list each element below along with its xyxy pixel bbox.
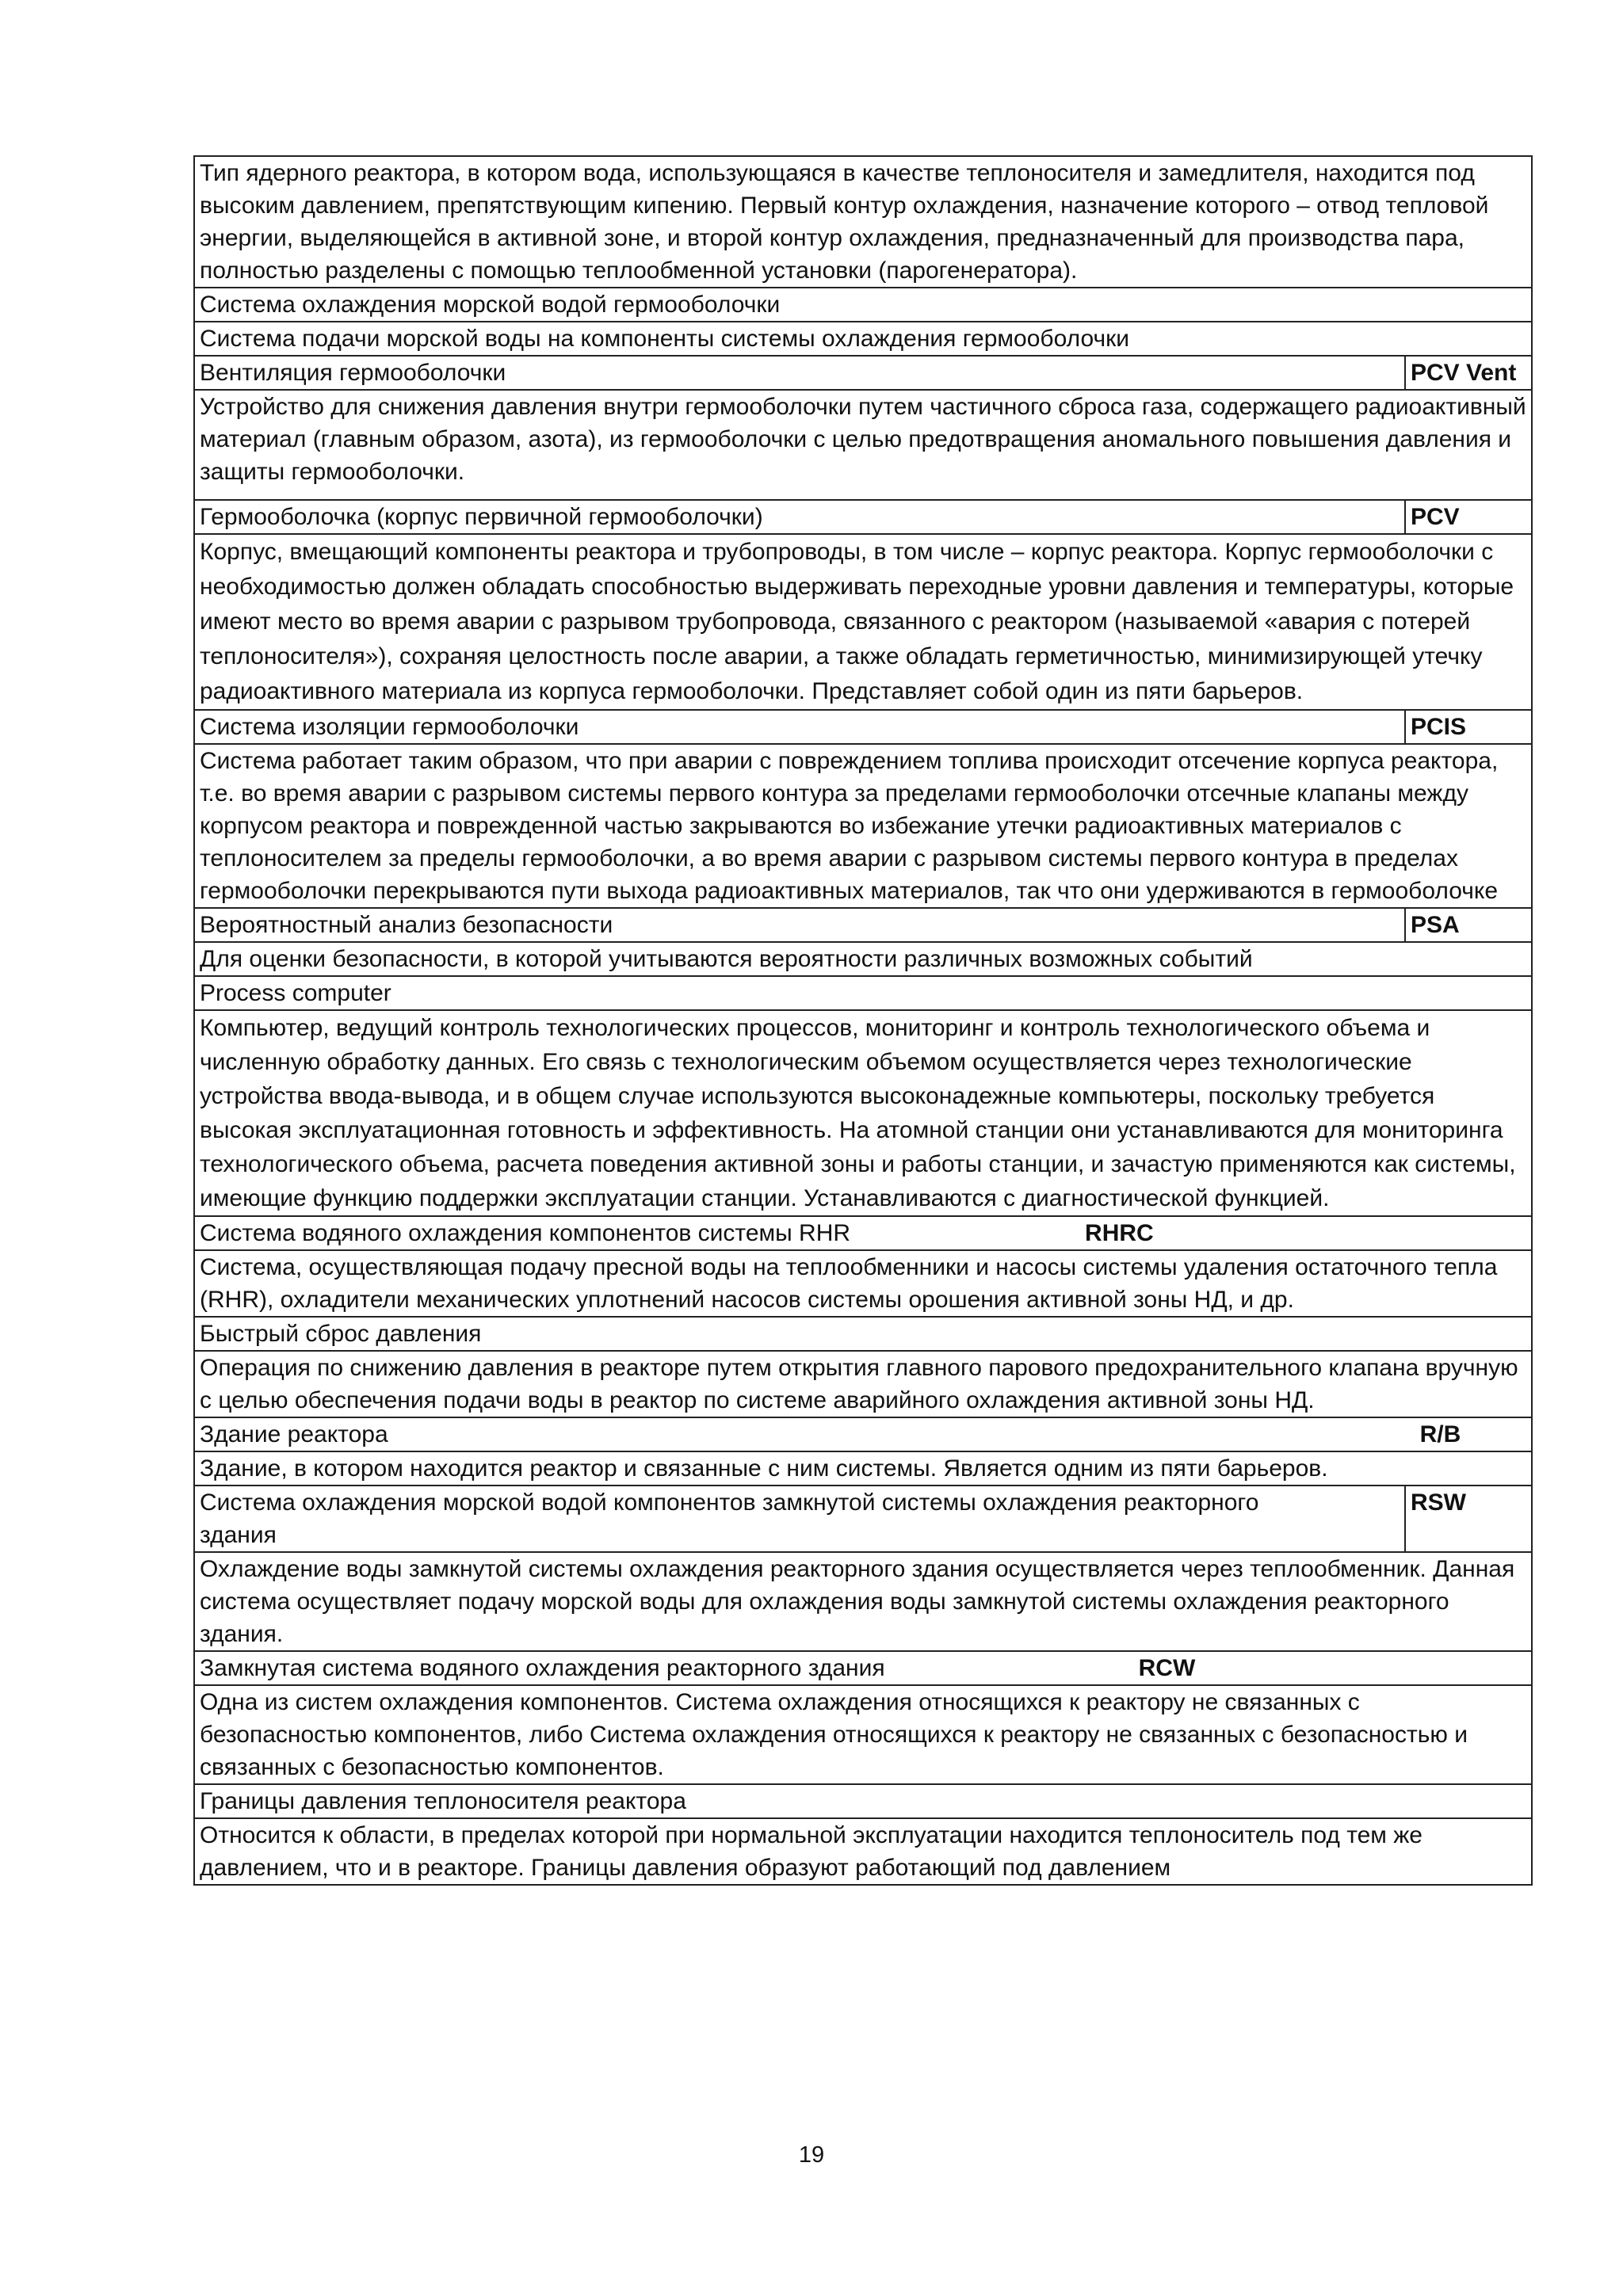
term-row xyxy=(194,976,1532,1010)
term-row xyxy=(194,1486,1532,1552)
term-label: Process computer xyxy=(194,976,1532,1010)
term-row xyxy=(194,908,1532,942)
term-label: Система охлаждения морской водой гермооболочки xyxy=(194,288,1532,322)
definition-text: Относится к области, в пределах которой при нормальной эксплуатации находится теплоноситель под тем же давлением, что и в реакторе. Границы давления образуют работающий под давлением xyxy=(194,1818,1532,1885)
definition-text: Система работает таким образом, что при аварии с повреждением топлива происходит отсечение корпуса реактора, т.е. во время аварии с разрывом системы первого контура за пределами гермооболочки отсечные клапаны между корпусом реактора и поврежденной частью закрываются во избежание утечки радиоактивных материалов с теплоносителем за пределы гермооболочки, а во время аварии с разрывом системы первого контура в пределах гермооболочки перекрываются пути выхода радиоактивных материалов, так что они удерживаются в гермооболочке xyxy=(194,744,1532,908)
term-label: Быстрый сброс давления xyxy=(194,1317,1532,1351)
term-row xyxy=(194,1216,1532,1250)
definition-row xyxy=(194,744,1532,908)
definition-row xyxy=(194,1818,1532,1885)
definition-text: Охлаждение воды замкнутой системы охлаждения реакторного здания осуществляется через теплообменник. Данная система осуществляет подачу морской воды для охлаждения воды замкнутой системы охлаждения реакторного здания. xyxy=(194,1552,1532,1651)
definition-row xyxy=(194,390,1532,500)
definition-text: Компьютер, ведущий контроль технологических процессов, мониторинг и контроль технологического объема и численную обработку данных. Его связь с технологическим объемом осуществляется через технологические устройства ввода-вывода, и в общем случае используются высоконадежные компьютеры, поскольку требуется высокая эксплуатационная готовность и эффективность. На атомной станции они устанавливаются для мониторинга технологического объема, расчета поведения активной зоны и работы станции, и зачастую применяются как системы, имеющие функцию поддержки эксплуатации станции. Устанавливаются с диагностической функцией. xyxy=(194,1010,1532,1216)
definition-text: Одна из систем охлаждения компонентов. Система охлаждения относящихся к реактору не связанных с безопасностью компонентов, либо Система охлаждения относящихся к реактору не связанных с безопасностью и связанных с безопасностью компонентов. xyxy=(194,1685,1532,1784)
term-label: Гермооболочка (корпус первичной гермооболочки) xyxy=(194,500,1405,534)
term-row xyxy=(194,1417,1532,1451)
term-row xyxy=(194,1651,1532,1685)
term-label: Вентиляция гермооболочки xyxy=(194,356,1405,390)
abbreviation-label: PSA xyxy=(1405,908,1532,942)
abbreviation-label: PCIS xyxy=(1405,710,1532,744)
abbreviation-label: RCW xyxy=(1138,1655,1196,1681)
definition-text: Для оценки безопасности, в которой учитываются вероятности различных возможных событий xyxy=(194,942,1532,976)
term-row xyxy=(194,710,1532,744)
definition-row xyxy=(194,1552,1532,1651)
definition-row xyxy=(194,942,1532,976)
abbreviation-label: PCV Vent xyxy=(1405,356,1532,390)
term-row xyxy=(194,356,1532,390)
definition-row xyxy=(194,1250,1532,1317)
definition-row xyxy=(194,1451,1532,1486)
term-row xyxy=(194,500,1532,534)
definition-text: Система подачи морской воды на компоненты системы охлаждения гермооболочки xyxy=(194,322,1532,356)
term-row xyxy=(194,288,1532,322)
definition-row xyxy=(194,1010,1532,1216)
term-label: Система изоляции гермооболочки xyxy=(194,710,1405,744)
term-label: Замкнутая система водяного охлаждения реакторного здания xyxy=(200,1655,885,1681)
abbreviation-label: RSW xyxy=(1405,1486,1532,1552)
definition-row xyxy=(194,534,1532,710)
definition-row xyxy=(194,1685,1532,1784)
definition-text: Тип ядерного реактора, в котором вода, использующаяся в качестве теплоносителя и замедлителя, находится под высоким давлением, препятствующим кипению. Первый контур охлаждения, назначение которого – отвод тепловой энергии, выделяющейся в активной зоне, и второй контур охлаждения, предназначенный для производства пара, полностью разделены с помощью теплообменной установки (парогенератора). xyxy=(194,156,1532,288)
abbreviation-label: PCV xyxy=(1405,500,1532,534)
page-number: 19 xyxy=(798,2142,825,2168)
abbreviation-label: RHRC xyxy=(1085,1220,1154,1246)
abbreviation-label: R/B xyxy=(1419,1421,1461,1447)
definition-text: Система, осуществляющая подачу пресной воды на теплообменники и насосы системы удаления остаточного тепла (RHR), охладители механических уплотнений насосов системы орошения активной зоны НД, и др. xyxy=(194,1250,1532,1317)
glossary-table xyxy=(193,155,1533,1886)
term-label: Вероятностный анализ безопасности xyxy=(194,908,1405,942)
definition-text: Здание, в котором находится реактор и связанные с ним системы. Является одним из пяти барьеров. xyxy=(194,1451,1532,1486)
definition-text: Операция по снижению давления в реакторе путем открытия главного парового предохранительного клапана вручную с целью обеспечения подачи воды в реактор по системе аварийного охлаждения активной зоны НД. xyxy=(194,1351,1532,1417)
term-label: Система водяного охлаждения компонентов системы RHR xyxy=(200,1220,851,1246)
term-label: Здание реактора xyxy=(200,1421,388,1447)
definition-row xyxy=(194,1351,1532,1417)
term-row xyxy=(194,1317,1532,1351)
definition-text: Корпус, вмещающий компоненты реактора и трубопроводы, в том числе – корпус реактора. Корпус гермооболочки с необходимостью должен обладать способностью выдерживать переходные уровни давления и температуры, которые имеют место во время аварии с разрывом трубопровода, связанного с реактором (называемой «авария с потерей теплоносителя»), сохраняя целостность после аварии, а также обладать герметичностью, минимизирующей утечку радиоактивного материала из корпуса гермооболочки. Представляет собой один из пяти барьеров. xyxy=(194,534,1532,710)
definition-text: Устройство для снижения давления внутри гермооболочки путем частичного сброса газа, содержащего радиоактивный материал (главным образом, азота), из гермооболочки с целью предотвращения аномального повышения давления и защиты гермооболочки. xyxy=(194,390,1532,500)
definition-row xyxy=(194,156,1532,288)
definition-row xyxy=(194,322,1532,356)
term-row xyxy=(194,1784,1532,1818)
term-label: Система охлаждения морской водой компонентов замкнутой системы охлаждения реакторного здания xyxy=(194,1486,1405,1552)
term-label: Границы давления теплоносителя реактора xyxy=(194,1784,1532,1818)
